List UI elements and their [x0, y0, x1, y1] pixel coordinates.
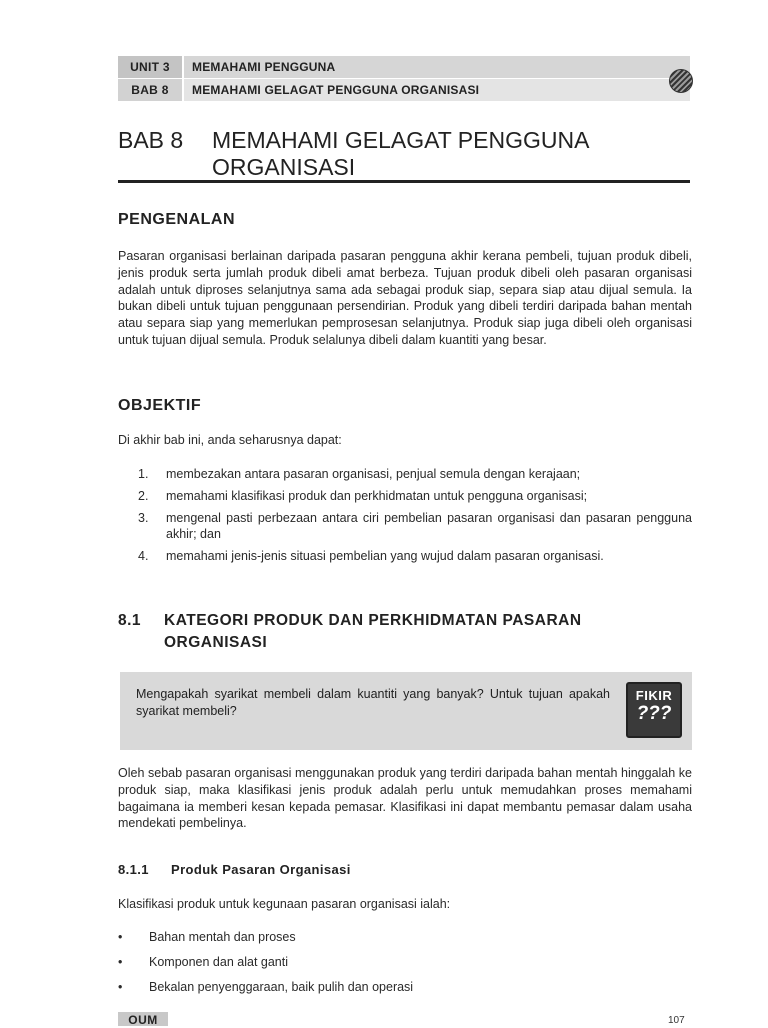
title-divider [118, 180, 690, 183]
header-unit-key: UNIT 3 [118, 56, 184, 78]
section-8-1-1-number: 8.1.1 [118, 862, 149, 877]
think-question: Mengapakah syarikat membeli dalam kuantiti yang banyak? Untuk tujuan apakah syarikat membeli? [136, 687, 610, 718]
list-item [138, 548, 692, 565]
item-number: 4. [138, 549, 149, 564]
section-8-1-title-line2: ORGANISASI [164, 634, 268, 651]
list-item [118, 954, 692, 971]
section-8-1-number: 8.1 [118, 612, 142, 629]
header-bab-value: MEMAHAMI GELAGAT PENGGUNA ORGANISASI [192, 83, 480, 97]
list-item [138, 488, 692, 505]
running-header [118, 56, 690, 101]
bullet-text: Bahan mentah dan proses [149, 930, 296, 944]
section-8-1-paragraph: Oleh sebab pasaran organisasi menggunakan produk yang terdiri daripada bahan mentah hinggalah ke produk siap, maka klasifikasi jenis produk adalah perlu untuk memudahkan proses memahami bagaimana ia memberi kesan kepada pemasar. Klasifikasi ini dapat membantu pemasar dalam usaha mendekati pembelinya. [118, 766, 692, 831]
section-8-1-1-heading [118, 862, 351, 877]
item-text: memahami jenis-jenis situasi pembelian yang wujud dalam pasaran organisasi. [166, 549, 604, 564]
section-8-1-1-lead: Klasifikasi produk untuk kegunaan pasaran organisasi ialah: [118, 897, 451, 911]
item-number: 1. [138, 467, 149, 481]
header-bab-row [118, 78, 690, 101]
chapter-title-line1: MEMAHAMI GELAGAT PENGGUNA [212, 127, 590, 153]
bullet-icon: • [118, 930, 123, 944]
think-box [120, 672, 692, 750]
chapter-number: BAB 8 [118, 127, 184, 153]
header-unit-value: MEMAHAMI PENGGUNA [192, 60, 336, 74]
list-item [138, 510, 692, 544]
objectives-list [138, 466, 692, 570]
intro-heading: PENGENALAN [118, 211, 236, 228]
bullet-text: Bekalan penyenggaraan, baik pulih dan operasi [149, 979, 414, 994]
intro-paragraph: Pasaran organisasi berlainan daripada pasaran pengguna akhir kerana pembeli, tujuan produk dibeli, jenis produk serta jumlah produk dibeli amat berbeza. Tujuan produk dibeli oleh pasaran organisasi adalah untuk diproses selanjutnya sama ada sebagai produk siap, separa siap atau dijual semula. Ia bukan dibeli untuk tujuan penggunaan persendirian. Produk yang dibeli terdiri daripada bahan mentah atau separa siap yang memerlukan pemprosesan selanjutnya. Produk siap juga dibeli oleh organisasi untuk tujuan dijual semula. Produk selalunya dibeli dalam kuantiti yang besar. [118, 249, 692, 347]
section-8-1-1-title: Produk Pasaran Organisasi [171, 862, 351, 877]
question-marks: ??? [636, 703, 672, 724]
fikir-think-icon [626, 682, 682, 738]
list-item [118, 929, 692, 946]
objectives-heading: OBJEKTIF [118, 397, 202, 414]
item-number: 2. [138, 488, 149, 503]
page-number: 107 [668, 1015, 685, 1026]
header-unit-row [118, 56, 690, 78]
product-bullet-list [118, 929, 692, 1003]
fikir-label: FIKIR [635, 688, 673, 703]
bullet-icon: • [118, 954, 123, 969]
list-item [118, 979, 692, 996]
item-text: memahami klasifikasi produk dan perkhidmatan untuk pengguna organisasi; [166, 488, 588, 503]
striped-globe-logo-icon [669, 69, 693, 93]
bullet-icon: • [118, 979, 123, 994]
section-8-1-heading [118, 610, 690, 654]
item-text: mengenal pasti perbezaan antara ciri pembelian pasaran organisasi dan pasaran pengguna akhir; dan [166, 510, 692, 542]
item-number: 3. [138, 510, 149, 525]
section-8-1-title-line1: KATEGORI PRODUK DAN PERKHIDMATAN PASARAN [164, 612, 582, 629]
objectives-lead: Di akhir bab ini, anda seharusnya dapat: [118, 433, 342, 447]
item-text: membezakan antara pasaran organisasi, penjual semula dengan kerajaan; [166, 467, 581, 481]
list-item [138, 466, 692, 483]
chapter-title [118, 127, 690, 181]
header-bab-key: BAB 8 [118, 79, 184, 101]
chapter-title-line2: ORGANISASI [212, 154, 356, 180]
bullet-text: Komponen dan alat ganti [149, 954, 288, 969]
footer-brand-logo: OUM [118, 1012, 168, 1026]
